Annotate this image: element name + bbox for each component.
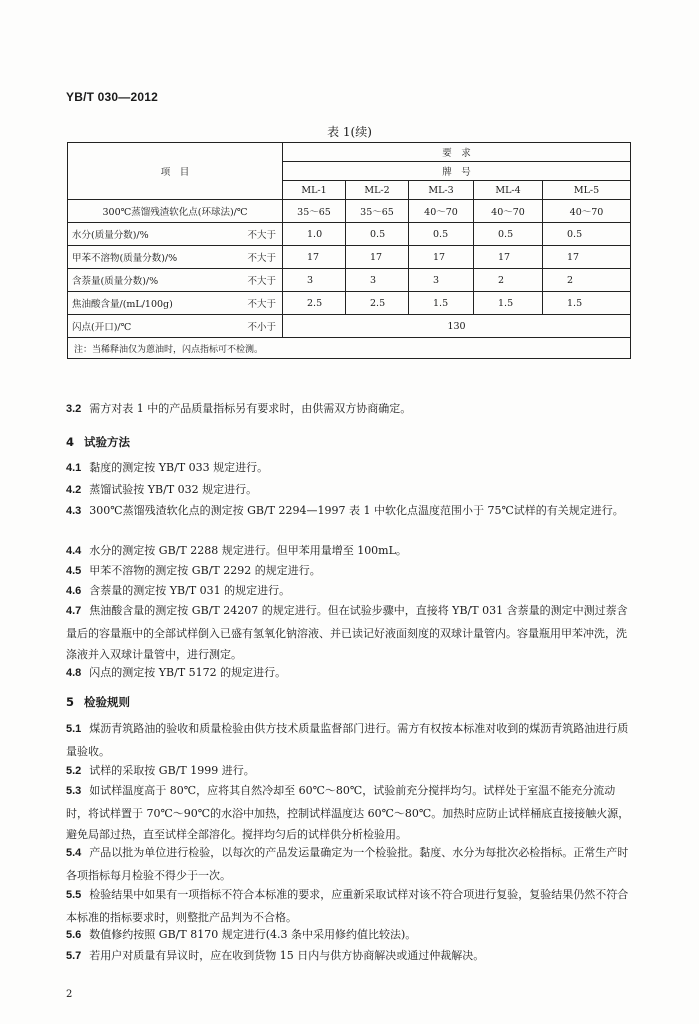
para-5-7	[66, 945, 632, 968]
table-cell: 17	[474, 246, 543, 269]
table-cell: 35～65	[283, 200, 346, 223]
row-label: 水分(质量分数)/%	[72, 230, 149, 241]
table-row	[68, 292, 631, 315]
table-row	[68, 269, 631, 292]
row-limit: 不小于	[247, 322, 276, 333]
clause-number: 4.7	[66, 605, 82, 617]
clause-number: 4.4	[66, 545, 82, 557]
row-limit: 不大于	[247, 230, 276, 241]
row-label-cell	[68, 223, 283, 246]
table-row	[68, 246, 631, 269]
table-note: 注：当稀释油仅为蒽油时，闪点指标可不检测。	[68, 338, 631, 359]
para-5-6	[66, 924, 632, 947]
clause-text: 检验结果中如果有一项指标不符合本标准的要求，应重新采取试样对该不符合项进行复验，复验结果仍然不符合本标准的指标要求时，则整批产品判为不合格。	[66, 888, 629, 924]
table-cell: 1.5	[409, 292, 474, 315]
clause-text: 300℃蒸馏残渣软化点的测定按 GB/T 2294—1997 表 1 中软化点温度范围小于 75℃试样的有关规定进行。	[89, 504, 624, 517]
table-cell: 0.5	[543, 223, 631, 246]
table-cell: 40～70	[474, 200, 543, 223]
spec-table	[67, 142, 631, 359]
section-title: 检验规则	[84, 695, 131, 709]
para-5-3	[66, 780, 632, 846]
para-3-2	[66, 398, 632, 421]
header-item: 项 目	[68, 143, 283, 200]
section-4-heading	[66, 434, 130, 450]
grade-cell: ML-5	[543, 181, 631, 200]
clause-text: 焦油酸含量的测定按 GB/T 24207 的规定进行。但在试验步骤中，直接将 YB/T 031 含萘量的测定中测过萘含量后的容量瓶中的全部试样倒入已盛有氢氧化钠溶液、并已读记好液面刻度的双球计量管内。容量瓶用甲苯冲洗，洗涤液并入双球计量管中，进行测定。	[66, 604, 628, 662]
para-4-3	[66, 500, 632, 523]
clause-number: 4.6	[66, 585, 82, 597]
clause-text: 若用户对质量有异议时，应在收到货物 15 日内与供方协商解决或通过仲裁解决。	[89, 949, 485, 962]
table-row	[68, 315, 631, 338]
table-row	[68, 200, 631, 223]
clause-text: 试样的采取按 GB/T 1999 进行。	[89, 764, 255, 777]
row-label: 甲苯不溶物(质量分数)/%	[72, 253, 178, 264]
clause-number: 5.5	[66, 889, 82, 901]
clause-number: 4.8	[66, 667, 82, 679]
section-number: 4	[66, 435, 75, 449]
clause-number: 5.1	[66, 723, 82, 735]
clause-text: 需方对表 1 中的产品质量指标另有要求时，由供需双方协商确定。	[89, 402, 412, 415]
header-requirement: 要 求	[283, 143, 631, 162]
table-cell: 2.5	[346, 292, 409, 315]
table-cell: 17	[346, 246, 409, 269]
table-cell: 3	[409, 269, 474, 292]
row-label: 含萘量(质量分数)/%	[72, 276, 159, 287]
table-title: 表 1(续)	[327, 125, 372, 139]
row-label: 闪点(开口)/℃	[72, 322, 132, 333]
table-cell: 35～65	[346, 200, 409, 223]
clause-number: 4.2	[66, 484, 82, 496]
table-cell: 1.5	[474, 292, 543, 315]
clause-text: 水分的测定按 GB/T 2288 规定进行。但甲苯用量增至 100mL。	[89, 544, 407, 557]
table-note-row	[68, 338, 631, 359]
clause-text: 数值修约按照 GB/T 8170 规定进行(4.3 条中采用修约值比较法)。	[89, 928, 417, 941]
table-cell: 2.5	[283, 292, 346, 315]
table-cell: 17	[543, 246, 631, 269]
table-cell: 0.5	[409, 223, 474, 246]
clause-text: 蒸馏试验按 YB/T 032 规定进行。	[89, 483, 258, 496]
para-4-2	[66, 479, 632, 502]
section-5-heading	[66, 694, 130, 710]
clause-text: 黏度的测定按 YB/T 033 规定进行。	[89, 461, 269, 474]
clause-number: 3.2	[66, 403, 82, 415]
section-number: 5	[66, 695, 75, 709]
clause-text: 产品以批为单位进行检验，以每次的产品发运量确定为一个检验批。黏度、水分为每批次必检指标。正常生产时各项指标每月检验不得少于一次。	[66, 846, 629, 882]
table-row	[68, 223, 631, 246]
clause-text: 闪点的测定按 YB/T 5172 的规定进行。	[89, 666, 287, 679]
row-label-cell	[68, 292, 283, 315]
clause-number: 5.3	[66, 785, 82, 797]
row-limit: 不大于	[247, 253, 276, 264]
row-label-cell	[68, 315, 283, 338]
table-cell: 40～70	[409, 200, 474, 223]
clause-text: 含萘量的测定按 YB/T 031 的规定进行。	[89, 584, 291, 597]
table-cell: 17	[409, 246, 474, 269]
row-label-cell	[68, 269, 283, 292]
clause-number: 5.2	[66, 765, 82, 777]
table-cell: 1.0	[283, 223, 346, 246]
para-5-1	[66, 718, 632, 762]
table-cell: 3	[283, 269, 346, 292]
clause-number: 4.1	[66, 462, 82, 474]
clause-number: 4.3	[66, 505, 82, 517]
table-cell: 0.5	[474, 223, 543, 246]
para-5-4	[66, 842, 632, 886]
row-label-cell	[68, 246, 283, 269]
clause-text: 如试样温度高于 80℃，应将其自然冷却至 60℃～80℃，试验前充分搅拌均匀。试样处于室温不能充分流动时，将试样置于 70℃～90℃的水浴中加热，控制试样温度达 60℃～80℃。加热时应防止试样桶底直接接触火源，避免局部过热，直至试样全部溶化。搅拌均匀后的试样供分析检验用。	[66, 784, 630, 842]
para-4-8	[66, 662, 632, 685]
clause-number: 5.4	[66, 847, 82, 859]
clause-number: 4.5	[66, 565, 82, 577]
grade-cell: ML-2	[346, 181, 409, 200]
clause-number: 5.6	[66, 929, 82, 941]
header-grade: 牌 号	[283, 162, 631, 181]
para-5-5	[66, 884, 632, 928]
standard-code-header: YB/T 030—2012	[66, 90, 158, 104]
page-number: 2	[66, 989, 73, 1000]
table-cell: 130	[283, 315, 631, 338]
para-4-1	[66, 457, 632, 480]
grade-cell: ML-3	[409, 181, 474, 200]
table-cell: 40～70	[543, 200, 631, 223]
row-limit: 不大于	[247, 299, 276, 310]
grade-cell: ML-4	[474, 181, 543, 200]
clause-text: 煤沥青筑路油的验收和质量检验由供方技术质量监督部门进行。需方有权按本标准对收到的煤沥青筑路油进行质量验收。	[66, 722, 629, 758]
table-cell: 1.5	[543, 292, 631, 315]
row-label: 300℃蒸馏残渣软化点(环球法)/℃	[68, 200, 283, 223]
para-4-7	[66, 600, 632, 666]
row-label: 焦油酸含量/(mL/100g)	[72, 299, 173, 310]
section-title: 试验方法	[84, 435, 131, 449]
clause-text: 甲苯不溶物的测定按 GB/T 2292 的规定进行。	[89, 564, 321, 577]
table-header-row	[68, 143, 631, 162]
clause-number: 5.7	[66, 950, 82, 962]
grade-cell: ML-1	[283, 181, 346, 200]
table-cell: 0.5	[346, 223, 409, 246]
row-limit: 不大于	[247, 276, 276, 287]
table-cell: 17	[283, 246, 346, 269]
table-cell: 2	[474, 269, 543, 292]
table-cell: 3	[346, 269, 409, 292]
table-cell: 2	[543, 269, 631, 292]
